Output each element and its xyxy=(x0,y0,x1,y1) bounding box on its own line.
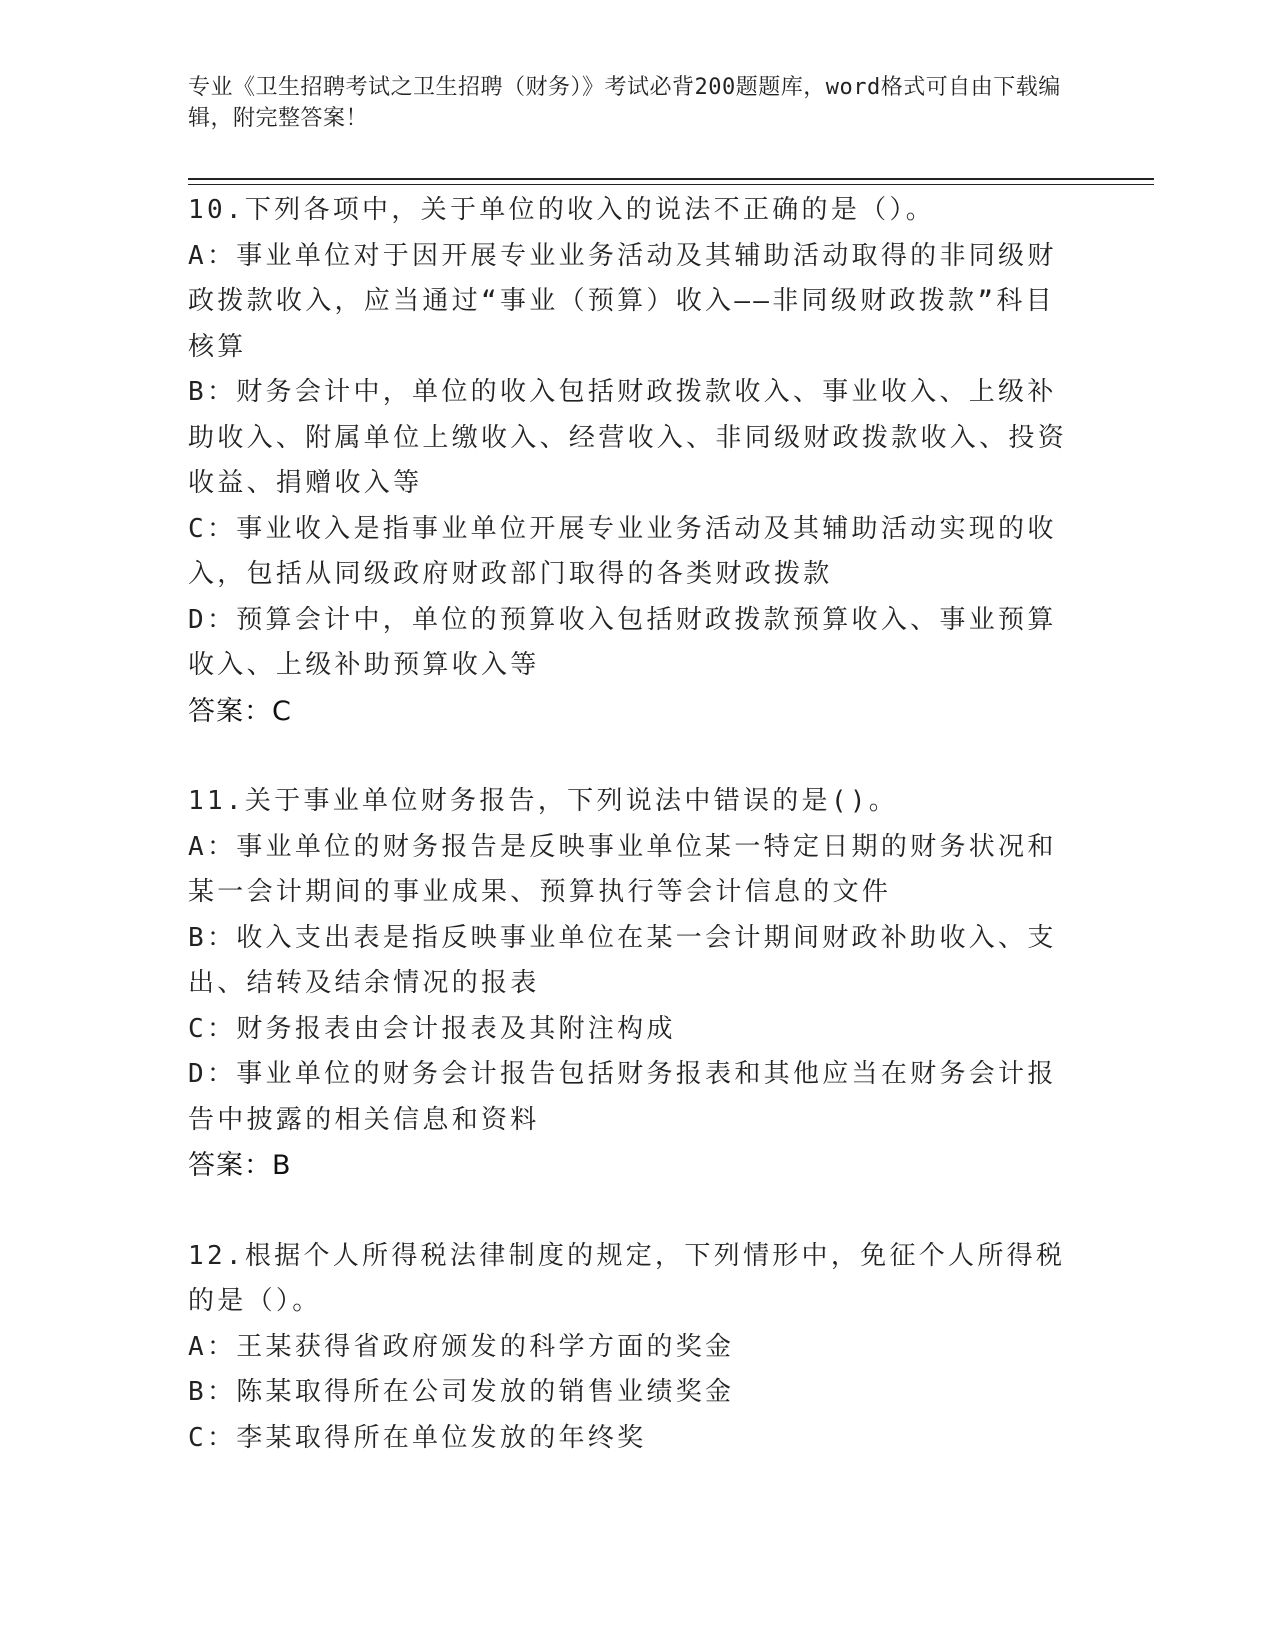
question-list xyxy=(188,188,1073,1506)
option-a: A：事业单位的财务报告是反映事业单位某一特定日期的财务状况和某一会计期间的事业成果、预算执行等会计信息的文件 xyxy=(188,831,1057,907)
option-a: A：王某获得省政府颁发的科学方面的奖金 xyxy=(188,1331,735,1362)
question-10 xyxy=(188,188,1073,734)
option-a: A：事业单位对于因开展专业业务活动及其辅助活动取得的非同级财政拨款收入，应当通过“事业（预算）收入——非同级财政拨款”科目核算 xyxy=(188,240,1057,362)
option-b: B：陈某取得所在公司发放的销售业绩奖金 xyxy=(188,1377,735,1407)
question-11 xyxy=(188,779,1073,1189)
question-12 xyxy=(188,1234,1073,1462)
answer: 答案：C xyxy=(188,695,292,727)
header-divider-thin xyxy=(188,184,1154,185)
header-divider-thick xyxy=(188,178,1154,180)
option-d: D：事业单位的财务会计报告包括财务报表和其他应当在财务会计报告中披露的相关信息和资料 xyxy=(188,1059,1057,1135)
answer: 答案：B xyxy=(188,1150,292,1181)
option-c: C：财务报表由会计报表及其附注构成 xyxy=(188,1013,676,1044)
option-b: B：收入支出表是指反映事业单位在某一会计期间财政补助收入、支出、结转及结余情况的报表 xyxy=(188,922,1057,998)
option-c: C：李某取得所在单位发放的年终奖 xyxy=(188,1422,647,1453)
question-stem: 11.关于事业单位财务报告，下列说法中错误的是()。 xyxy=(188,786,899,816)
option-b: B：财务会计中，单位的收入包括财政拨款收入、事业收入、上级补助收入、附属单位上缴收入、经营收入、非同级财政拨款收入、投资收益、捐赠收入等 xyxy=(188,377,1068,498)
option-c: C：事业收入是指事业单位开展专业业务活动及其辅助活动实现的收入，包括从同级政府财政部门取得的各类财政拨款 xyxy=(188,513,1057,589)
option-d: D：预算会计中，单位的预算收入包括财政拨款预算收入、事业预算收入、上级补助预算收入等 xyxy=(188,604,1057,680)
question-stem: 12.根据个人所得税法律制度的规定，下列情形中，免征个人所得税的是（）。 xyxy=(188,1240,1066,1316)
question-stem: 10.下列各项中，关于单位的收入的说法不正确的是（）。 xyxy=(188,195,936,225)
document-header: 专业《卫生招聘考试之卫生招聘（财务）》考试必背200题题库，word格式可自由下载编辑，附完整答案！ xyxy=(188,75,1061,131)
